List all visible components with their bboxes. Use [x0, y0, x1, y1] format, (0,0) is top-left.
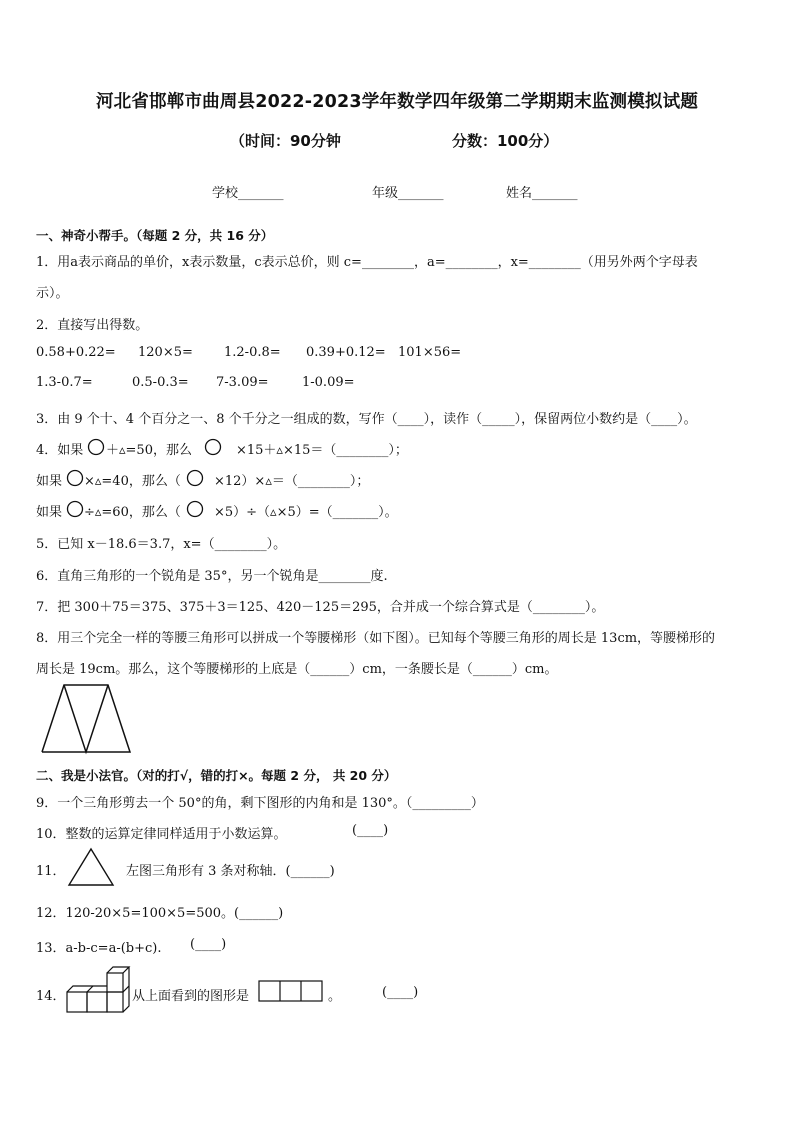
- exam-score: 分数：100分）: [452, 132, 559, 150]
- calc-item: 1.2-0.8=: [224, 345, 281, 360]
- question-1-line2: 示）。: [36, 286, 69, 301]
- calc-item: 101×56=: [398, 345, 462, 360]
- circle-icon: [66, 500, 84, 518]
- section1-heading: 一、神奇小帮手。（每题 2 分，共 16 分）: [36, 228, 274, 243]
- page-title: 河北省邯郸市曲周县2022-2023学年数学四年级第二学期期末监测模拟试题: [95, 92, 699, 112]
- calc-item: 0.39+0.12=: [306, 345, 386, 360]
- exam-time: （时间：90分钟: [230, 132, 341, 150]
- grade-field: 年级_______: [372, 186, 444, 201]
- question-4-line2-end: ×12）×▵＝（________）；: [214, 474, 370, 489]
- question-4-line1-mid: ＋▵=50，那么: [106, 443, 192, 458]
- question-12: 12．120-20×5=100×5=500。(______): [36, 906, 284, 921]
- question-14-text: 从上面看到的图形是: [132, 989, 250, 1004]
- question-1-line1: 1．用a表示商品的单价，x表示数量，c表示总价，则 c=________，a=________，x=________（用另外两个字母表: [36, 255, 698, 270]
- question-4-line3-mid: ÷▵=60，那么（: [84, 505, 181, 520]
- question-4-line2-start: 如果: [36, 474, 63, 489]
- question-10: 10．整数的运算定律同样适用于小数运算。: [36, 827, 287, 842]
- question-8-line1: 8．用三个完全一样的等腰三角形可以拼成一个等腰梯形（如下图）。已知每个等腰三角形的周长是 13cm，等腰梯形的: [36, 631, 716, 646]
- question-11-text: 左图三角形有 3 条对称轴．(______): [126, 864, 335, 879]
- school-field: 学校_______: [212, 186, 284, 201]
- section2-heading: 二、我是小法官。（对的打√，错的打×。每题 2 分， 共 20 分）: [36, 768, 397, 783]
- question-4-line1-end: ×15＋▵×15＝（________）；: [236, 443, 408, 458]
- calc-item: 0.58+0.22=: [36, 345, 116, 360]
- circle-icon: [186, 500, 204, 518]
- answer-blank: (____): [352, 823, 389, 838]
- question-14-end: 。: [328, 989, 342, 1004]
- question-11-number: 11．: [36, 864, 66, 879]
- triangle-figure: [67, 847, 115, 887]
- question-4-line3-end: ×5）÷（▵×5）=（_______）。: [214, 505, 398, 520]
- calc-item: 0.5-0.3=: [132, 375, 189, 390]
- question-4-line2-mid: ×▵=40，那么（: [84, 474, 181, 489]
- calc-item: 7-3.09=: [216, 375, 269, 390]
- question-8-line2: 周长是 19cm。那么，这个等腰梯形的上底是（______）cm，一条腰长是（______）cm。: [36, 662, 558, 677]
- cube-stack-figure: [66, 966, 132, 1016]
- circle-icon: [204, 438, 222, 456]
- calc-item: 1-0.09=: [302, 375, 355, 390]
- question-6: 6．直角三角形的一个锐角是 35°，另一个锐角是________度.: [36, 569, 388, 584]
- answer-blank: (____): [382, 985, 419, 1000]
- top-view-figure: [258, 980, 324, 1002]
- question-4-line1-start: 4．如果: [36, 443, 84, 458]
- question-2: 2．直接写出得数。: [36, 318, 149, 333]
- circle-icon: [87, 438, 105, 456]
- question-3: 3．由 9 个十、4 个百分之一、8 个千分之一组成的数，写作（____），读作（_____），保留两位小数约是（____）。: [36, 412, 697, 427]
- circle-icon: [186, 469, 204, 487]
- question-5: 5．已知 x－18.6＝3.7，x=（________）。: [36, 537, 287, 552]
- trapezoid-figure: [40, 683, 132, 755]
- calc-item: 120×5=: [138, 345, 193, 360]
- question-14-number: 14．: [36, 989, 66, 1004]
- question-13: 13．a-b-c=a-(b+c).: [36, 941, 162, 956]
- name-field: 姓名_______: [506, 186, 578, 201]
- circle-icon: [66, 469, 84, 487]
- question-4-line3-start: 如果: [36, 505, 63, 520]
- question-9: 9．一个三角形剪去一个 50°的角，剩下图形的内角和是 130°。（_________）: [36, 796, 484, 811]
- question-7: 7．把 300＋75＝375、375＋3＝125、420－125＝295，合并成一个综合算式是（________）。: [36, 600, 605, 615]
- answer-blank: (____): [190, 937, 227, 952]
- calc-item: 1.3-0.7=: [36, 375, 93, 390]
